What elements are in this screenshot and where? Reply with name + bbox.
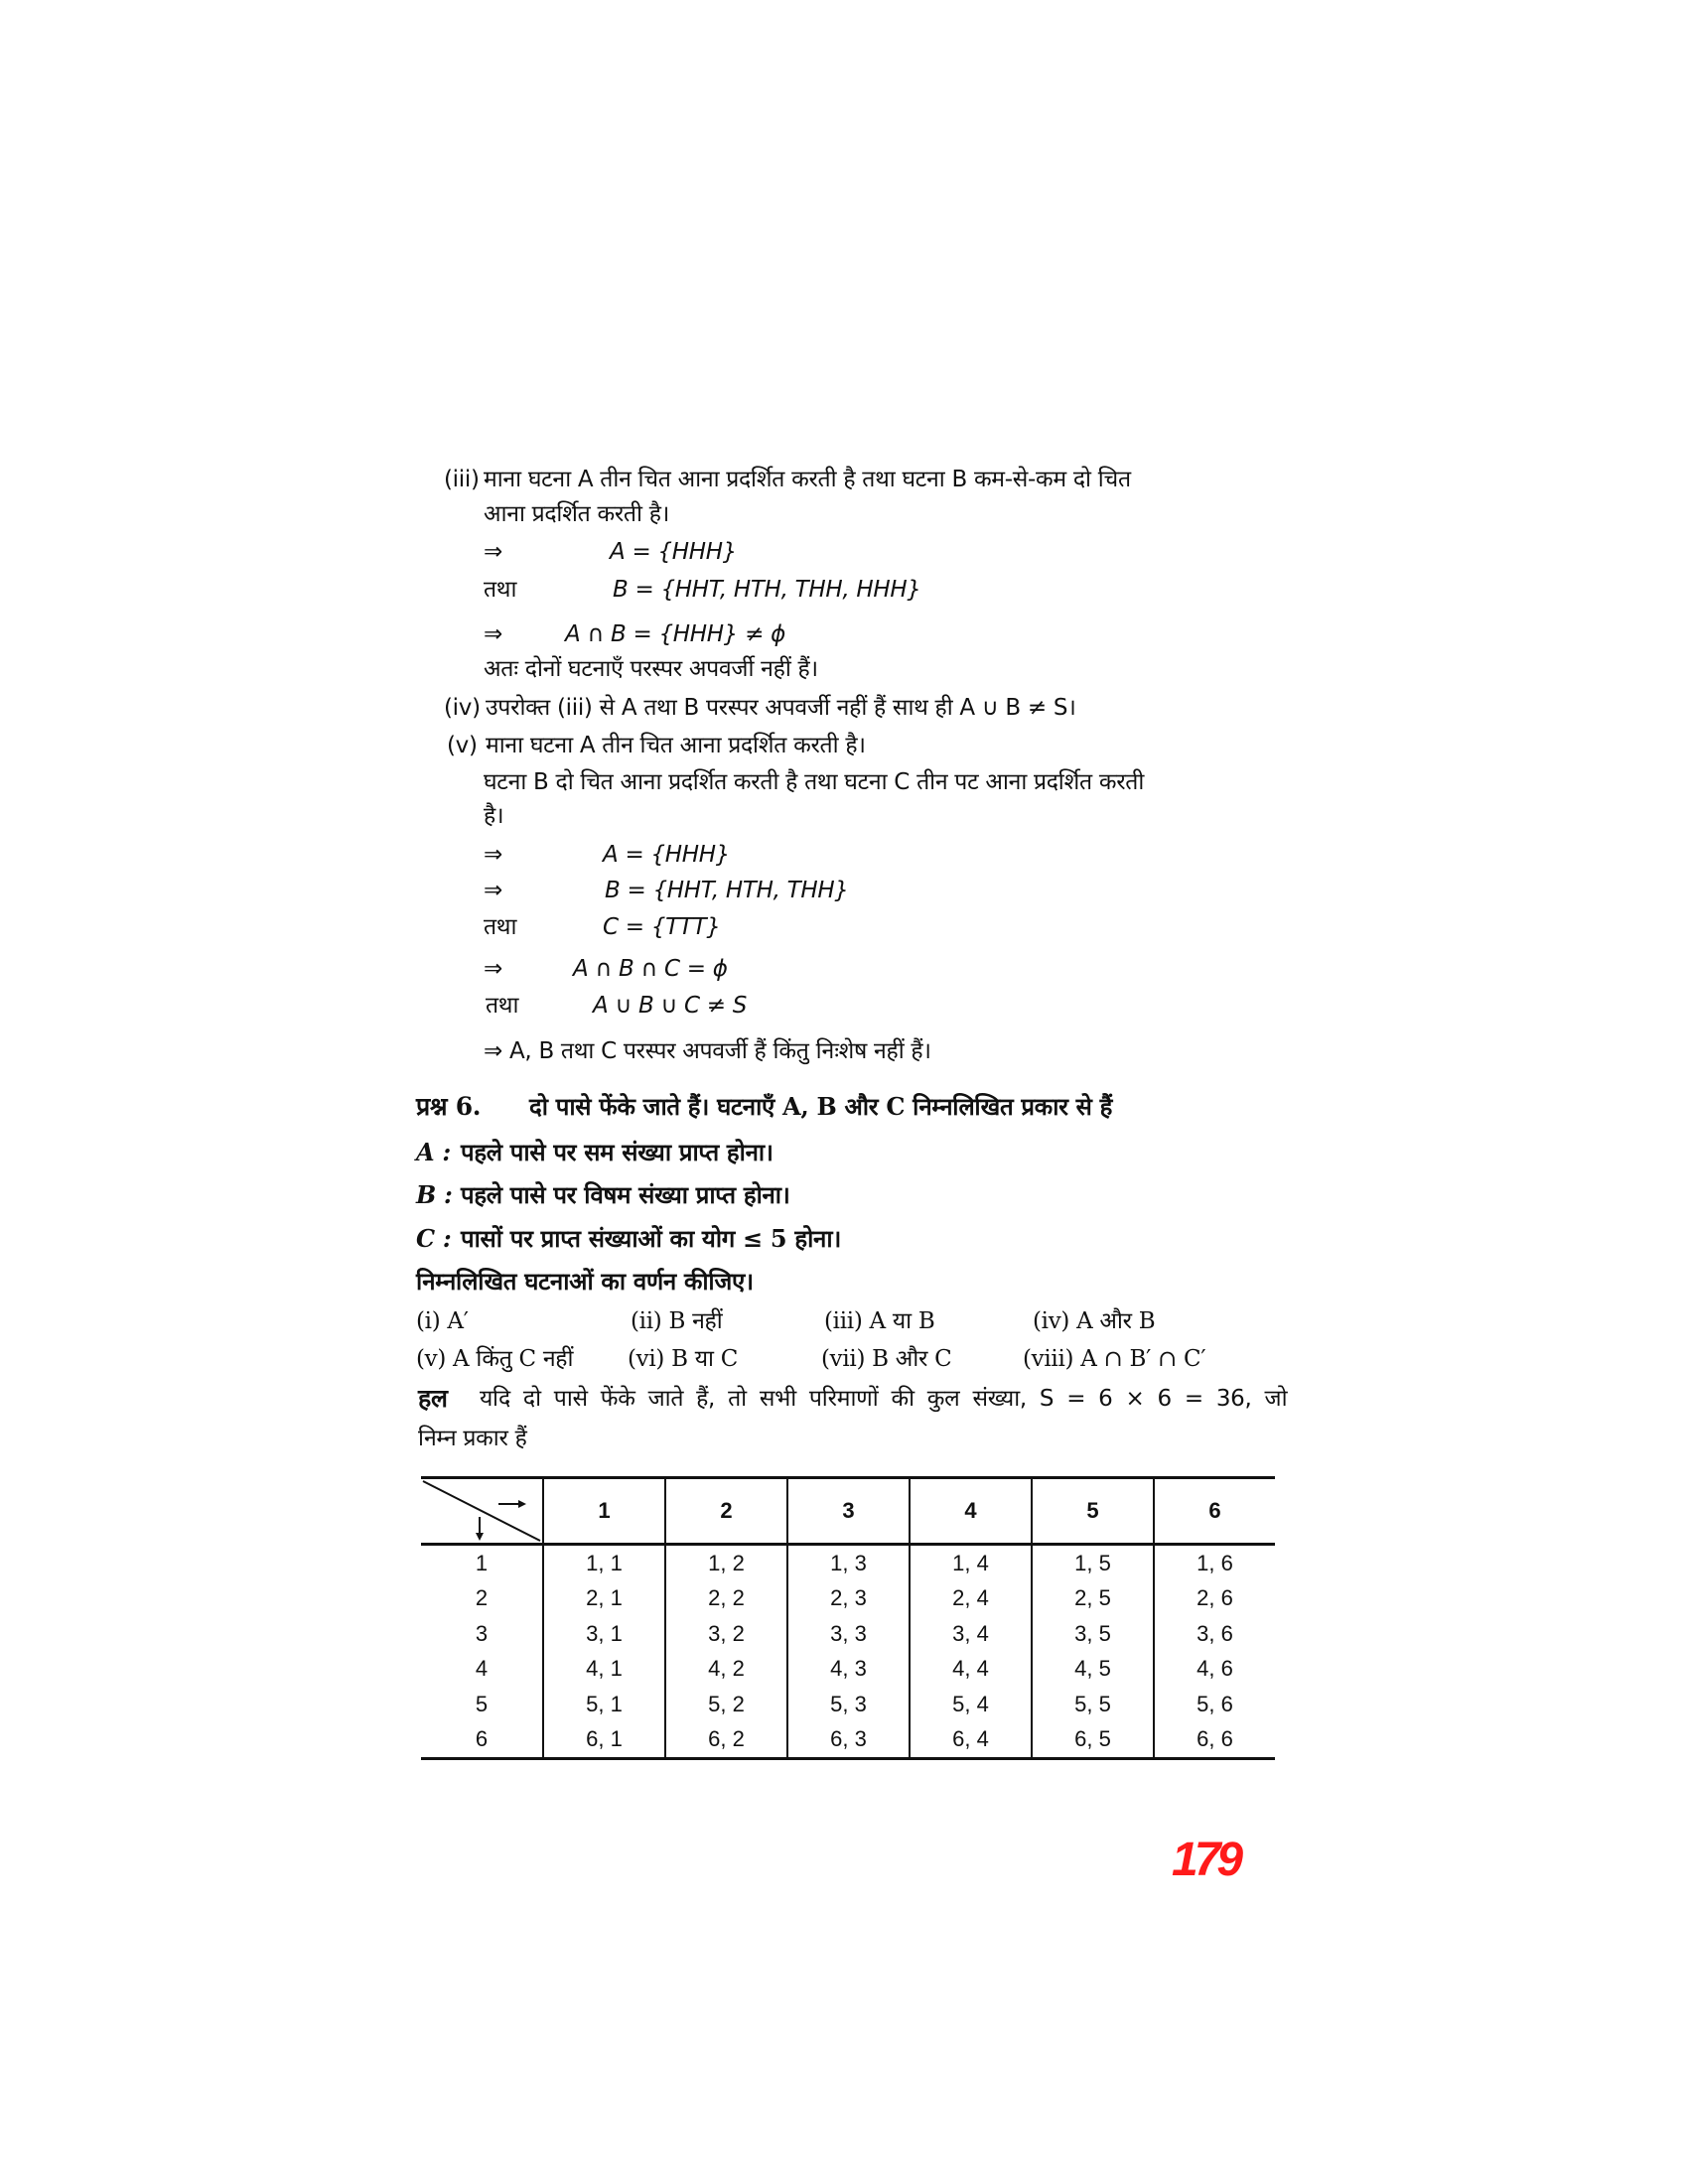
table-cell: 3, 4: [910, 1616, 1032, 1652]
part-iii-line2: आना प्रदर्शित करती है।: [484, 501, 670, 527]
solution-label: हल: [418, 1384, 448, 1413]
table-cell: 4, 2: [665, 1652, 787, 1688]
row-label: 2: [475, 1585, 489, 1611]
table-cell: 5, 4: [910, 1687, 1032, 1722]
table-cell: 6, 4: [910, 1722, 1032, 1759]
option: (v) A किंतु C नहीं: [416, 1346, 574, 1372]
equation: A = {HHH}: [610, 539, 738, 565]
row-label: 3: [475, 1620, 489, 1646]
event-desc: पहले पासे पर सम संख्या प्राप्त होना।: [461, 1138, 774, 1166]
table-cell: 5, 6: [1154, 1687, 1275, 1722]
table-header-cell: 4: [910, 1478, 1032, 1545]
option: (ii) B नहीं: [631, 1308, 723, 1334]
part-iv-label: (iv): [444, 695, 481, 721]
table-cell: 4, 6: [1154, 1652, 1275, 1688]
part-v-line1: माना घटना A तीन चित आना प्रदर्शित करती है।: [486, 733, 866, 758]
table-cell: 2, 5: [1032, 1581, 1154, 1617]
question-label: प्रश्न 6.: [416, 1092, 482, 1121]
table-cell: 6, 1: [543, 1722, 665, 1759]
equation: B = {HHT, HTH, THH, HHH}: [613, 577, 921, 603]
table-header-cell: 1: [543, 1478, 665, 1545]
part-iii-line1: माना घटना A तीन चित आना प्रदर्शित करती है तथा घटना B कम-से-कम दो चित: [484, 467, 1131, 492]
equation: A ∩ B = {HHH} ≠ ϕ: [565, 621, 785, 647]
event-name: A :: [416, 1138, 451, 1166]
table-cell: 1, 5: [1032, 1545, 1154, 1581]
page-number: 179: [1172, 1834, 1240, 1886]
instruction: निम्नलिखित घटनाओं का वर्णन कीजिए।: [416, 1267, 754, 1296]
table-cell: 5, 3: [787, 1687, 910, 1722]
table-cell: 4, 5: [1032, 1652, 1154, 1688]
table-cell: 6, 6: [1154, 1722, 1275, 1759]
table-cell: 4, 4: [910, 1652, 1032, 1688]
table-row: [421, 1545, 1275, 1581]
table-cell: 6, 3: [787, 1722, 910, 1759]
implies-symbol: ⇒: [484, 956, 502, 982]
option: (iii) A या B: [824, 1308, 935, 1334]
equation-lead: तथा: [486, 993, 519, 1019]
equation-lead: तथा: [484, 577, 517, 603]
option: (vi) B या C: [628, 1346, 739, 1372]
table-header-cell: 5: [1032, 1478, 1154, 1545]
implies-symbol: ⇒: [484, 539, 502, 565]
table-cell: 2, 6: [1154, 1581, 1275, 1617]
event-desc: पहले पासे पर विषम संख्या प्राप्त होना।: [461, 1180, 790, 1209]
option: (iv) A और B: [1033, 1308, 1156, 1334]
part-iv-text: उपरोक्त (iii) से A तथा B परस्पर अपवर्जी नहीं हैं साथ ही A ∪ B ≠ S।: [486, 695, 1076, 721]
table-header-cell: 3: [787, 1478, 910, 1545]
table-header-cell: 2: [665, 1478, 787, 1545]
conclusion: अतः दोनों घटनाएँ परस्पर अपवर्जी नहीं हैं।: [484, 656, 818, 682]
row-label: 1: [475, 1550, 489, 1575]
dice-outcome-table: [421, 1476, 1275, 1760]
event-name: C :: [416, 1224, 452, 1253]
table-cell: 2, 2: [665, 1581, 787, 1617]
table-cell: 3, 1: [543, 1616, 665, 1652]
table-cell: 1, 4: [910, 1545, 1032, 1581]
table-cell: 2, 3: [787, 1581, 910, 1617]
option: (i) A′: [416, 1308, 469, 1334]
row-label: 6: [475, 1726, 489, 1752]
equation-lead: तथा: [484, 914, 517, 940]
table-cell: 1, 3: [787, 1545, 910, 1581]
table-cell: 5, 2: [665, 1687, 787, 1722]
equation: A ∩ B ∩ C = ϕ: [573, 956, 728, 982]
table-cell: 1, 2: [665, 1545, 787, 1581]
table-cell: 4, 3: [787, 1652, 910, 1688]
table-cell: 1, 1: [543, 1545, 665, 1581]
equation: B = {HHT, HTH, THH}: [605, 878, 849, 903]
event-name: B :: [416, 1180, 453, 1209]
equation: C = {TTT}: [603, 914, 721, 940]
table-cell: 3, 2: [665, 1616, 787, 1652]
table-cell: 2, 4: [910, 1581, 1032, 1617]
table-row: [421, 1722, 1275, 1759]
implies-symbol: ⇒: [484, 878, 502, 903]
table-cell: 3, 3: [787, 1616, 910, 1652]
option: (viii) A ∩ B′ ∩ C′: [1023, 1346, 1206, 1372]
option: (vii) B और C: [821, 1346, 952, 1372]
implies-symbol: ⇒: [484, 621, 502, 647]
table-cell: 4, 1: [543, 1652, 665, 1688]
table-cell: 6, 2: [665, 1722, 787, 1759]
solution-line1: यदि दो पासे फेंके जाते हैं, तो सभी परिमाणों की कुल संख्या, S = 6 × 6 = 36, जो: [480, 1386, 1288, 1412]
table-cell: 5, 5: [1032, 1687, 1154, 1722]
implies-symbol: ⇒: [484, 842, 502, 868]
event-desc: पासों पर प्राप्त संख्याओं का योग ≤ 5 होना।: [461, 1224, 842, 1253]
table-row: [421, 1687, 1275, 1722]
table-corner-cell: [421, 1478, 543, 1545]
table-cell: 2, 1: [543, 1581, 665, 1617]
question-text: दो पासे फेंके जाते हैं। घटनाएँ A, B और C निम्नलिखित प्रकार से हैं: [529, 1092, 1113, 1121]
table-row: [421, 1581, 1275, 1617]
table-cell: 3, 5: [1032, 1616, 1154, 1652]
part-v-label: (v): [447, 733, 478, 758]
solution-line2: निम्न प्रकार हैं: [418, 1426, 527, 1451]
row-label: 5: [475, 1691, 489, 1716]
table-row: [421, 1616, 1275, 1652]
row-label: 4: [475, 1656, 489, 1682]
table-cell: 6, 5: [1032, 1722, 1154, 1759]
table-header-row: [421, 1478, 1275, 1545]
table-header-cell: 6: [1154, 1478, 1275, 1545]
table-row: [421, 1652, 1275, 1688]
equation: A ∪ B ∪ C ≠ S: [593, 993, 748, 1019]
table-cell: 1, 6: [1154, 1545, 1275, 1581]
part-v-line2: घटना B दो चित आना प्रदर्शित करती है तथा घटना C तीन पट आना प्रदर्शित करती: [484, 769, 1145, 795]
conclusion: ⇒ A, B तथा C परस्पर अपवर्जी हैं किंतु निःशेष नहीं हैं।: [484, 1038, 931, 1064]
equation: A = {HHH}: [603, 842, 731, 868]
table-cell: 5, 1: [543, 1687, 665, 1722]
diagonal-arrows-icon: [421, 1479, 542, 1543]
part-v-line3: है।: [484, 803, 504, 829]
part-iii-label: (iii): [444, 467, 480, 492]
table-cell: 3, 6: [1154, 1616, 1275, 1652]
